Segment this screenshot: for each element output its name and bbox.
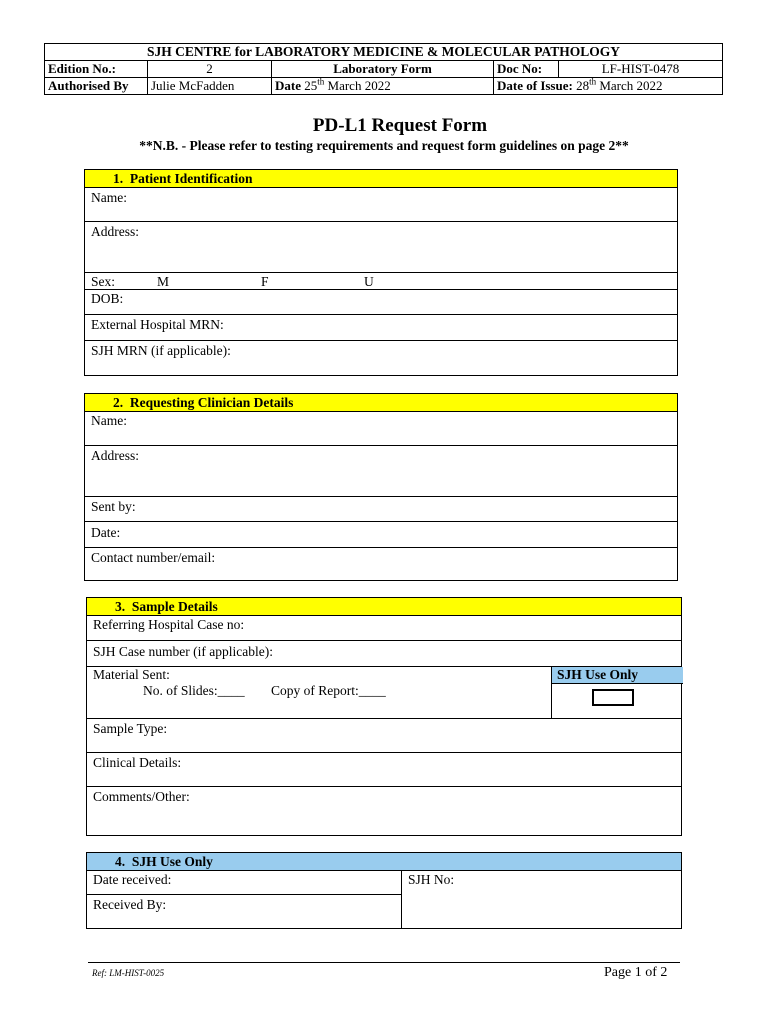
date-cell [272, 78, 494, 95]
material-sent-label: Material Sent: [93, 667, 170, 682]
contact-field[interactable] [85, 548, 677, 580]
sjh-case-field[interactable] [87, 641, 681, 667]
patient-dob-field[interactable] [85, 290, 677, 315]
clinician-address-label: Address: [91, 448, 139, 463]
doc-no-value: LF-HIST-0478 [559, 61, 723, 78]
clinician-name-field[interactable] [85, 411, 677, 446]
clinical-details-field[interactable] [87, 753, 681, 787]
sent-by-label: Sent by: [91, 499, 136, 514]
sjh-use-only-label: SJH Use Only [552, 667, 683, 684]
date-rest: March 2022 [327, 78, 391, 93]
clinician-date-field[interactable] [85, 522, 677, 548]
date-label: Date [275, 78, 301, 93]
patient-sex-row [85, 273, 677, 290]
copy-report-field[interactable]: Copy of Report:____ [271, 683, 386, 698]
date-day: 25 [304, 78, 318, 93]
section1-number: 1. [113, 171, 124, 186]
sex-unknown-option[interactable] [364, 274, 377, 290]
sample-type-field[interactable] [87, 719, 681, 753]
footer-ref: Ref: LM-HIST-0025 [92, 968, 165, 978]
sjh-no-label: SJH No: [408, 872, 455, 887]
section-sample-details [86, 597, 682, 836]
patient-name-label: Name: [91, 190, 127, 205]
referring-case-field[interactable] [87, 615, 681, 641]
issue-day: 28 [576, 78, 590, 93]
sjh-no-field[interactable] [402, 870, 681, 928]
edition-value: 2 [148, 61, 272, 78]
sex-female-option[interactable] [261, 274, 272, 290]
sex-m-label: M [157, 274, 170, 289]
dob-label: DOB: [91, 291, 124, 306]
contact-label: Contact number/email: [91, 550, 216, 565]
received-by-field[interactable] [87, 895, 402, 928]
referring-case-label: Referring Hospital Case no: [93, 617, 245, 632]
patient-name-field[interactable] [85, 188, 677, 222]
authorised-label: Authorised By [45, 78, 148, 95]
sjh-mrn-label: SJH MRN (if applicable): [91, 343, 231, 358]
issue-suffix: th [589, 76, 597, 87]
sjh-case-label: SJH Case number (if applicable): [93, 644, 273, 659]
comments-label: Comments/Other: [93, 789, 190, 804]
section4-number: 4. [115, 854, 126, 869]
page-title: PD-L1 Request Form [312, 115, 488, 136]
sex-label: Sex: [91, 274, 116, 289]
date-received-field[interactable] [87, 870, 402, 895]
clinical-details-label: Clinical Details: [93, 755, 182, 770]
document-header-table [44, 43, 723, 95]
authorised-value: Julie McFadden [148, 78, 272, 95]
clinician-date-label: Date: [91, 525, 121, 540]
issue-rest: March 2022 [599, 78, 663, 93]
clinician-name-label: Name: [91, 413, 127, 428]
date-received-label: Date received: [93, 872, 172, 887]
section-sjh-use-only [86, 852, 682, 929]
section3-number: 3. [115, 599, 126, 614]
section-patient-identification [84, 169, 678, 376]
sample-type-label: Sample Type: [93, 721, 168, 736]
sex-f-label: F [261, 274, 269, 289]
patient-address-field[interactable] [85, 222, 677, 273]
date-suffix: th [317, 76, 325, 87]
sjh-use-only-input[interactable] [592, 689, 634, 706]
external-mrn-label: External Hospital MRN: [91, 317, 224, 332]
edition-label: Edition No.: [45, 61, 148, 78]
sex-male-option[interactable] [157, 274, 179, 290]
section3-title: Sample Details [131, 599, 218, 614]
guidelines-note: **N.B. - Please refer to testing requirements and request form guidelines on page 2** [139, 138, 629, 153]
section4-heading [87, 853, 681, 871]
issue-cell [494, 78, 723, 95]
external-mrn-field[interactable] [85, 315, 677, 341]
footer-divider [88, 962, 680, 963]
section1-heading [85, 170, 677, 188]
material-sent-row [87, 667, 681, 719]
sjh-mrn-field[interactable] [85, 341, 677, 375]
comments-field[interactable] [87, 787, 681, 835]
received-by-label: Received By: [93, 897, 167, 912]
doc-no-label: Doc No: [494, 61, 559, 78]
sex-u-label: U [364, 274, 374, 289]
section2-number: 2. [113, 395, 124, 410]
section3-heading [87, 598, 681, 616]
patient-address-label: Address: [91, 224, 139, 239]
centre-name: SJH CENTRE for LABORATORY MEDICINE & MOLECULAR PATHOLOGY [45, 44, 723, 61]
page-number: Page 1 of 2 [604, 965, 668, 980]
clinician-address-field[interactable] [85, 446, 677, 497]
slides-field[interactable]: No. of Slides:____ [143, 683, 245, 698]
section2-title: Requesting Clinician Details [129, 395, 294, 410]
section4-title: SJH Use Only [131, 854, 213, 869]
issue-label: Date of Issue: [497, 78, 573, 93]
sent-by-field[interactable] [85, 497, 677, 522]
section-requesting-clinician [84, 393, 678, 581]
form-type: Laboratory Form [272, 61, 494, 78]
sjh-use-only-box [551, 667, 683, 718]
section2-heading [85, 394, 677, 412]
section1-title: Patient Identification [129, 171, 253, 186]
